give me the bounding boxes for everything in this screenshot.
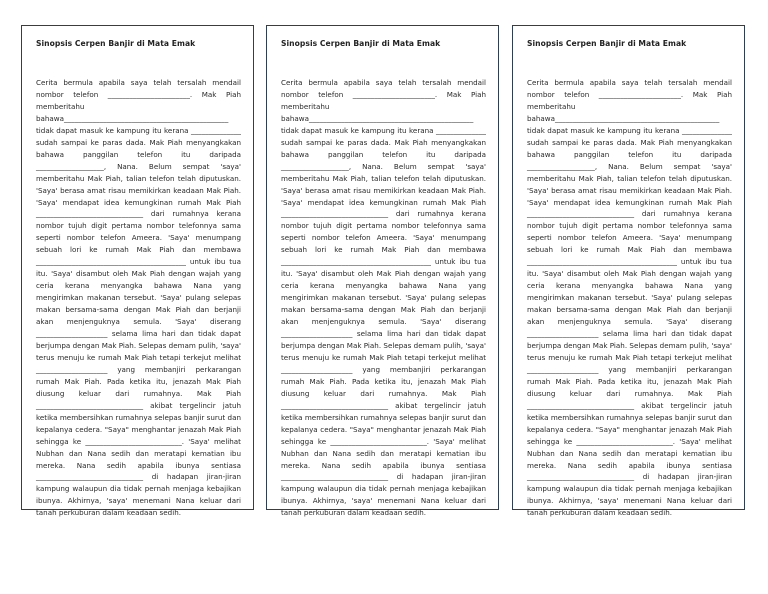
worksheet-card-right xyxy=(512,25,745,518)
worksheet-card-left xyxy=(21,25,254,518)
worksheet-card-middle xyxy=(266,25,499,518)
worksheet-title: Sinopsis Cerpen Banjir di Mata Emak xyxy=(527,39,687,48)
worksheet-title: Sinopsis Cerpen Banjir di Mata Emak xyxy=(36,39,196,48)
worksheet-title: Sinopsis Cerpen Banjir di Mata Emak xyxy=(281,39,441,48)
synopsis-text: Cerita bermula apabila saya telah tersalah mendail nombor telefon _______________________. Mak Piah memberitahu bahawa______________________________________________ tidak dapat masuk ke kampung itu kerana ______________ sudah sampai ke paras dada. Mak Piah menyangkakan bahawa panggilan telefon itu daripada ___________________, Nana. Belum sempat 'saya' memberitahu Mak Piah, talian telefon telah diputuskan. 'Saya' berasa amat risau memikirkan keadaan Mak Piah. 'Saya' mendapat idea kemungkinan rumah Mak Piah ______________________________ dari rumahnya kerana nombor tujuh digit pertama nombor telefonnya sama seperti nombor telefon Ameera. 'Saya' menumpang sebuah lori ke rumah Mak Piah dan membawa __________________________________________ untuk ibu tua itu. 'Saya' disambut oleh Mak Piah dengan wajah yang ceria kerana menyangka bahawa Nana yang mengirimkan makanan tersebut. 'Saya' pulang selepas makan bersama-sama dengan Mak Piah dan berjanji akan menjenguknya semula. 'Saya' diserang ____________________ selama lima hari dan tidak dapat berjumpa dengan Mak Piah. Selepas demam pulih, 'saya' terus menuju ke rumah Mak Piah tetapi terkejut melihat ____________________ yang membanjiri perkarangan rumah Mak Piah. Pada ketika itu, jenazah Mak Piah diusung keluar dari rumahnya. Mak Piah ______________________________ akibat tergelincir jatuh ketika membersihkan rumahnya selepas banjir surut dan kepalanya cedera. "Saya" menghantar jenazah Mak Piah sehingga ke ___________________________. 'Saya' melihat Nubhan dan Nana sedih dan meratapi kematian ibu mereka. Nana sedih apabila ibunya sentiasa ______________________________ di hadapan jiran-jiran kampung walaupun dia tidak pernah menjaga kebajikan ibunya. Akhirnya, 'saya' menemani Nana keluar dari tanah perkuburan dalam keadaan sedih. xyxy=(527,78,732,518)
synopsis-text: Cerita bermula apabila saya telah tersalah mendail nombor telefon _______________________. Mak Piah memberitahu bahawa______________________________________________ tidak dapat masuk ke kampung itu kerana ______________ sudah sampai ke paras dada. Mak Piah menyangkakan bahawa panggilan telefon itu daripada ___________________, Nana. Belum sempat 'saya' memberitahu Mak Piah, talian telefon telah diputuskan. 'Saya' berasa amat risau memikirkan keadaan Mak Piah. 'Saya' mendapat idea kemungkinan rumah Mak Piah ______________________________ dari rumahnya kerana nombor tujuh digit pertama nombor telefonnya sama seperti nombor telefon Ameera. 'Saya' menumpang sebuah lori ke rumah Mak Piah dan membawa __________________________________________ untuk ibu tua itu. 'Saya' disambut oleh Mak Piah dengan wajah yang ceria kerana menyangka bahawa Nana yang mengirimkan makanan tersebut. 'Saya' pulang selepas makan bersama-sama dengan Mak Piah dan berjanji akan menjenguknya semula. 'Saya' diserang ____________________ selama lima hari dan tidak dapat berjumpa dengan Mak Piah. Selepas demam pulih, 'saya' terus menuju ke rumah Mak Piah tetapi terkejut melihat ____________________ yang membanjiri perkarangan rumah Mak Piah. Pada ketika itu, jenazah Mak Piah diusung keluar dari rumahnya. Mak Piah ______________________________ akibat tergelincir jatuh ketika membersihkan rumahnya selepas banjir surut dan kepalanya cedera. "Saya" menghantar jenazah Mak Piah sehingga ke ___________________________. 'Saya' melihat Nubhan dan Nana sedih dan meratapi kematian ibu mereka. Nana sedih apabila ibunya sentiasa ______________________________ di hadapan jiran-jiran kampung walaupun dia tidak pernah menjaga kebajikan ibunya. Akhirnya, 'saya' menemani Nana keluar dari tanah perkuburan dalam keadaan sedih. xyxy=(281,78,486,518)
synopsis-text: Cerita bermula apabila saya telah tersalah mendail nombor telefon _______________________. Mak Piah memberitahu bahawa______________________________________________ tidak dapat masuk ke kampung itu kerana ______________ sudah sampai ke paras dada. Mak Piah menyangkakan bahawa panggilan telefon itu daripada ___________________, Nana. Belum sempat 'saya' memberitahu Mak Piah, talian telefon telah diputuskan. 'Saya' berasa amat risau memikirkan keadaan Mak Piah. 'Saya' mendapat idea kemungkinan rumah Mak Piah ______________________________ dari rumahnya kerana nombor tujuh digit pertama nombor telefonnya sama seperti nombor telefon Ameera. 'Saya' menumpang sebuah lori ke rumah Mak Piah dan membawa __________________________________________ untuk ibu tua itu. 'Saya' disambut oleh Mak Piah dengan wajah yang ceria kerana menyangka bahawa Nana yang mengirimkan makanan tersebut. 'Saya' pulang selepas makan bersama-sama dengan Mak Piah dan berjanji akan menjenguknya semula. 'Saya' diserang ____________________ selama lima hari dan tidak dapat berjumpa dengan Mak Piah. Selepas demam pulih, 'saya' terus menuju ke rumah Mak Piah tetapi terkejut melihat ____________________ yang membanjiri perkarangan rumah Mak Piah. Pada ketika itu, jenazah Mak Piah diusung keluar dari rumahnya. Mak Piah ______________________________ akibat tergelincir jatuh ketika membersihkan rumahnya selepas banjir surut dan kepalanya cedera. "Saya" menghantar jenazah Mak Piah sehingga ke ___________________________. 'Saya' melihat Nubhan dan Nana sedih dan meratapi kematian ibu mereka. Nana sedih apabila ibunya sentiasa ______________________________ di hadapan jiran-jiran kampung walaupun dia tidak pernah menjaga kebajikan ibunya. Akhirnya, 'saya' menemani Nana keluar dari tanah perkuburan dalam keadaan sedih. xyxy=(36,78,241,518)
